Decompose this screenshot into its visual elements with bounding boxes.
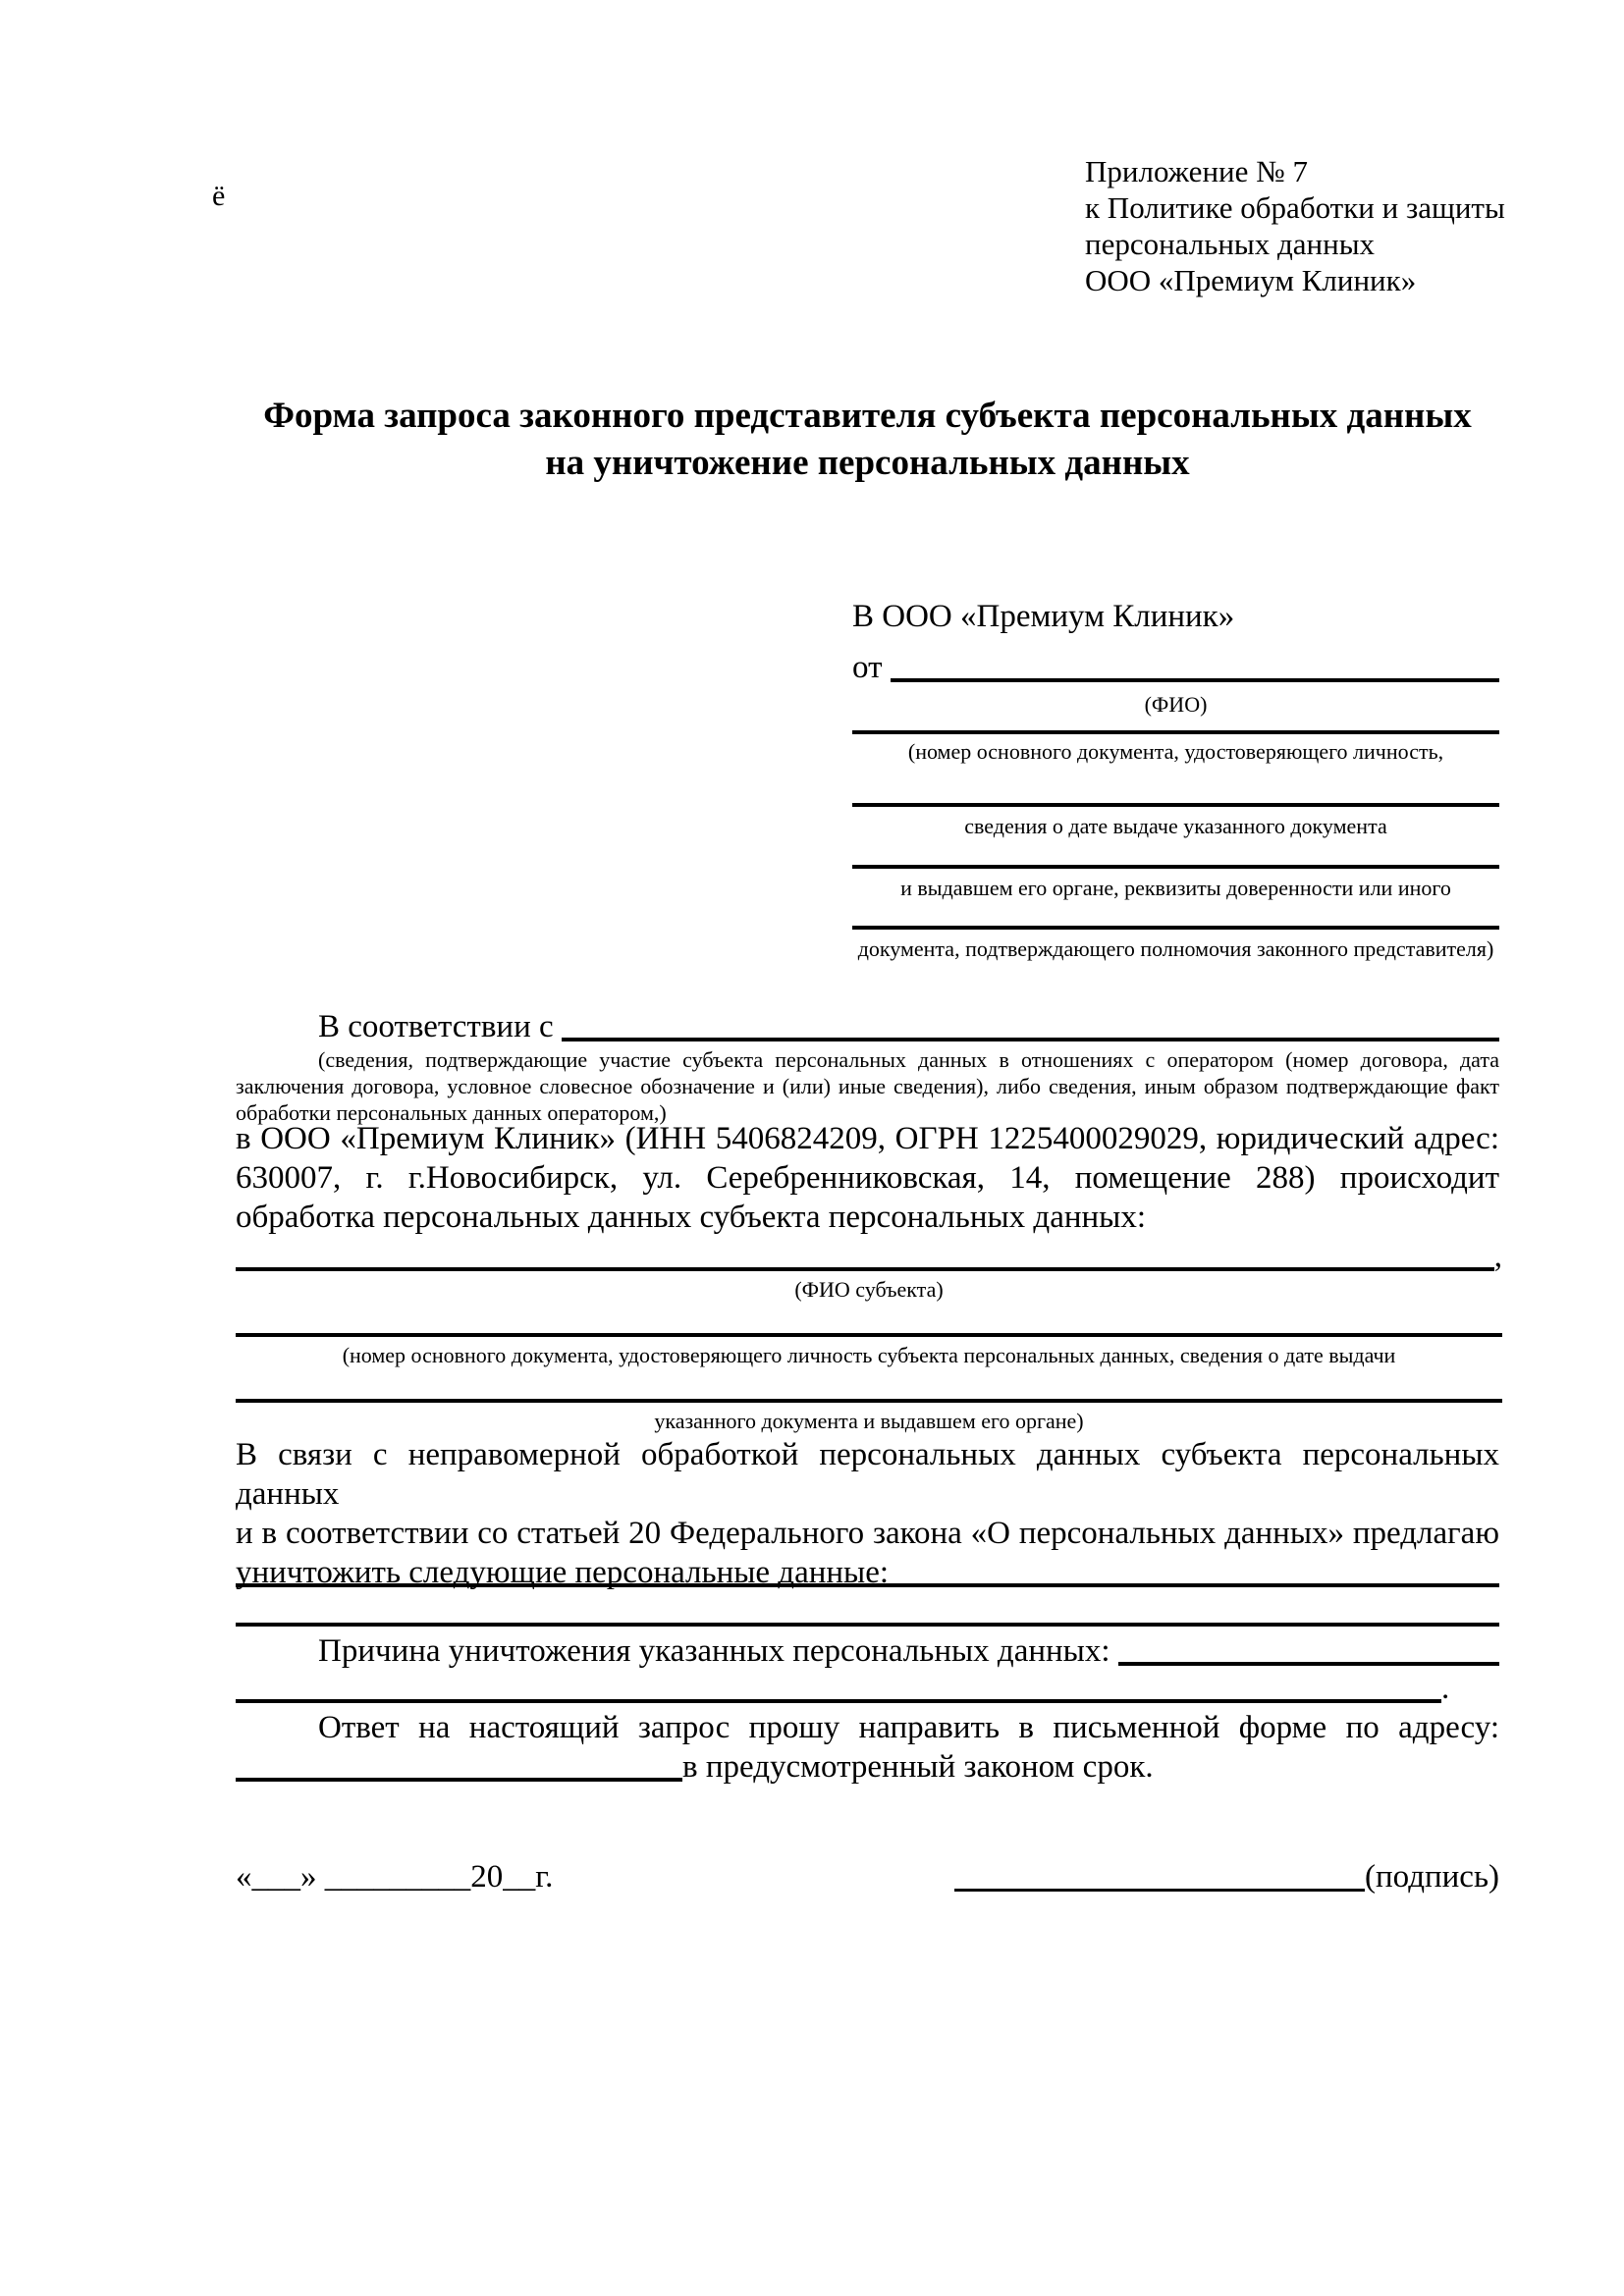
subject-fio-caption: (ФИО субъекта) [794, 1277, 944, 1302]
accordance-row [318, 1007, 1499, 1046]
from-row [852, 648, 1499, 687]
from-label: от [852, 650, 883, 685]
document-title [236, 393, 1499, 487]
note-line: обработки персональных данных оператором,) [236, 1100, 667, 1125]
paragraph-line: обработка персональных данных субъекта персональных данных: [236, 1200, 1146, 1235]
data-to-destroy-field-2 [236, 1592, 1499, 1627]
blank-line-row [236, 1592, 1499, 1631]
footer-row [236, 1857, 1499, 1896]
from-name-field [891, 648, 1500, 682]
header-line: ООО «Премиум Клиник» [1085, 263, 1417, 297]
subject-organ-row [236, 1368, 1502, 1408]
signature-group [954, 1857, 1499, 1896]
paragraph-line: в ООО «Премиум Клиник» (ИНН 5406824209, ОГРН 1225400029029, юридический адрес: [236, 1121, 1499, 1156]
paragraph-line: уничтожить следующие персональные данные: [236, 1555, 890, 1590]
response-address-field [236, 1747, 682, 1782]
fio-caption: (ФИО) [1144, 692, 1208, 717]
paragraph-line: 630007, г. г.Новосибирск, ул. Серебренниковская, 14, помещение 288) происходит [236, 1160, 1499, 1196]
signature-field [954, 1857, 1365, 1892]
response-row2 [236, 1747, 1499, 1787]
doc-powers-caption: документа, подтверждающего полномочия законного представителя) [857, 936, 1494, 961]
doc-organ-field [852, 865, 1499, 869]
note-line: (сведения, подтверждающие участие субъекта персональных данных в отношениях с оператором (номер договора, дата [318, 1047, 1499, 1072]
doc-number-field [852, 730, 1499, 734]
accordance-field [562, 1007, 1499, 1041]
title-line: Форма запроса законного представителя субъекта персональных данных [263, 396, 1472, 436]
accordance-lead: В соответствии с [318, 1009, 554, 1044]
subject-doc-field [236, 1303, 1502, 1337]
recipient-to: В ООО «Премиум Клиник» [852, 599, 1235, 634]
subject-comma: , [1493, 1239, 1502, 1274]
title-line: на уничтожение персональных данных [545, 443, 1190, 483]
header-line: персональных данных [1085, 227, 1376, 261]
subject-organ-field [236, 1368, 1502, 1403]
subject-fio-row [236, 1237, 1502, 1276]
operator-paragraph [236, 1119, 1499, 1237]
response-line1: Ответ на настоящий запрос прошу направить в письменной форме по адресу: [318, 1710, 1499, 1745]
note-line: заключения договора, условное словесное обозначение и (или) иные сведения), либо сведения, иным образом подтверждающие факт [236, 1074, 1499, 1098]
subject-block [236, 1237, 1502, 1434]
subject-fio-field [236, 1237, 1494, 1271]
reason-lead: Причина уничтожения указанных персональных данных: [318, 1633, 1110, 1669]
signature-caption: (подпись) [1365, 1859, 1499, 1895]
reason-field-2 [236, 1669, 1441, 1703]
header-line: к Политике обработки и защиты [1085, 190, 1505, 225]
paragraph-line: В связи с неправомерной обработкой персональных данных субъекта персональных данных [236, 1437, 1499, 1512]
data-to-destroy-field-1 [236, 1553, 1499, 1587]
appendix-header [1085, 153, 1507, 298]
header-line: Приложение № 7 [1085, 154, 1308, 188]
doc-organ-caption: и выдавшем его органе, реквизиты доверенности или иного [900, 876, 1451, 900]
paragraph-line: и в соответствии со статьей 20 Федерального закона «О персональных данных» предлагаю [236, 1516, 1499, 1551]
reason-field [1118, 1631, 1499, 1666]
doc-powers-field [852, 926, 1499, 930]
subject-doc-row [236, 1303, 1502, 1342]
doc-date-field [852, 803, 1499, 807]
reason-row [236, 1631, 1499, 1671]
doc-number-caption: (номер основного документа, удостоверяющего личность, [907, 739, 1444, 764]
subject-organ-caption: указанного документа и выдавшем его органе) [654, 1409, 1084, 1433]
reason-period: . [1441, 1671, 1450, 1706]
reason-continuation-row [236, 1669, 1499, 1708]
response-line2-text: в предусмотренный законом срок. [682, 1749, 1154, 1785]
blank-line-row [236, 1553, 1499, 1592]
subject-doc-caption: (номер основного документа, удостоверяющего личность субъекта персональных данных, сведения о дате выдачи [342, 1343, 1396, 1367]
date-blank: «___» _________20__г. [236, 1859, 554, 1895]
accordance-note [236, 1046, 1499, 1126]
stray-char: ё [212, 180, 226, 212]
data-to-destroy-block [236, 1553, 1499, 1631]
doc-date-caption: сведения о дате выдаче указанного документа [964, 814, 1387, 838]
